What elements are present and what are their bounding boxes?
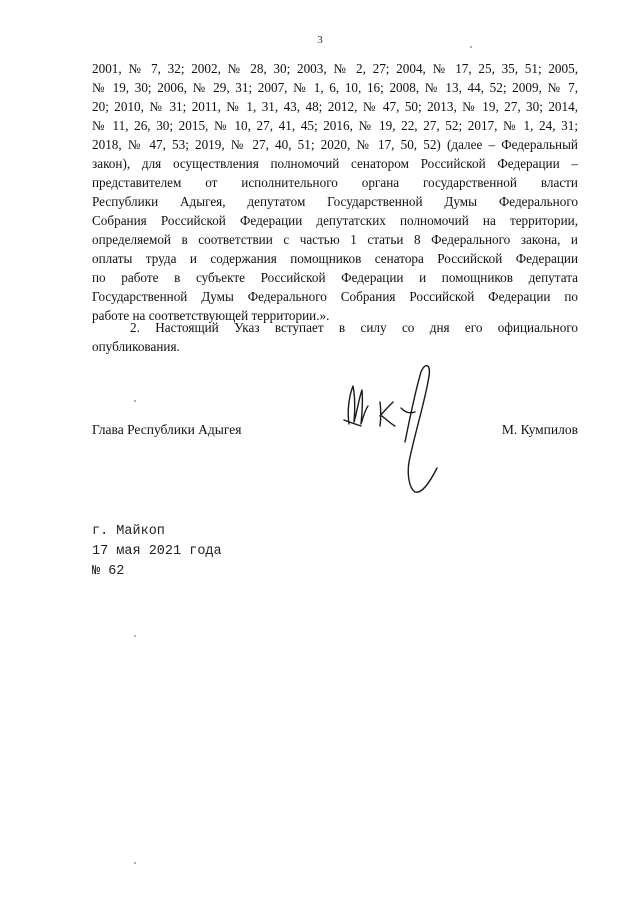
text-line: представителем от исполнительного органа государственной власти <box>92 175 578 190</box>
text-line: 2. Настоящий Указ вступает в силу со дня его официального <box>130 320 578 335</box>
text-line: № 19, 30; 2006, № 29, 31; 2007, № 1, 6, 10, 16; 2008, № 13, 44, 52; 2009, № 7, <box>92 80 578 95</box>
scan-speck <box>134 862 136 864</box>
document-date: 17 мая 2021 года <box>92 544 222 559</box>
text-line: 2018, № 47, 53; 2019, № 27, 40, 51; 2020, № 17, 50, 52) (далее – Федеральный <box>92 137 578 152</box>
handwritten-signature <box>335 362 445 502</box>
scan-speck <box>134 400 136 402</box>
text-line: Государственной Думы Федерального Собрания Российской Федерации по <box>92 289 578 304</box>
text-line: опубликования. <box>92 339 180 354</box>
document-footer <box>92 522 222 582</box>
text-line: 2001, № 7, 32; 2002, № 28, 30; 2003, № 2, 27; 2004, № 17, 25, 35, 51; 2005, <box>92 61 578 76</box>
text-line: работе на соответствующей территории.». <box>92 308 330 323</box>
text-line: 20; 2010, № 31; 2011, № 1, 31, 43, 48; 2012, № 47, 50; 2013, № 19, 27, 30; 2014, <box>92 99 578 114</box>
text-line: закон), для осуществления полномочий сенатором Российской Федерации – <box>92 156 578 171</box>
paragraph-1 <box>92 59 578 325</box>
text-line: определяемой в соответствии с частью 1 статьи 8 Федерального закона, и <box>92 232 578 247</box>
document-number: № 62 <box>92 564 125 579</box>
text-line: Республики Адыгея, депутатом Государственной Думы Федерального <box>92 194 578 209</box>
text-line: по работе в субъекте Российской Федерации и помощников депутата <box>92 270 578 285</box>
scan-speck <box>134 635 136 637</box>
text-line: оплаты труда и содержания помощников сенатора Российской Федерации <box>92 251 578 266</box>
city: г. Майкоп <box>92 524 165 539</box>
signatory-name: М. Кумпилов <box>501 422 578 437</box>
signatory-title: Глава Республики Адыгея <box>92 422 242 437</box>
text-line: № 11, 26, 30; 2015, № 10, 27, 41, 45; 2016, № 19, 22, 27, 52; 2017, № 1, 24, 31; <box>92 118 578 133</box>
paragraph-2 <box>92 318 578 356</box>
text-line: Собрания Российской Федерации депутатских полномочий на территории, <box>92 213 578 228</box>
page-number: 3 <box>317 34 323 46</box>
scan-speck <box>470 46 472 48</box>
